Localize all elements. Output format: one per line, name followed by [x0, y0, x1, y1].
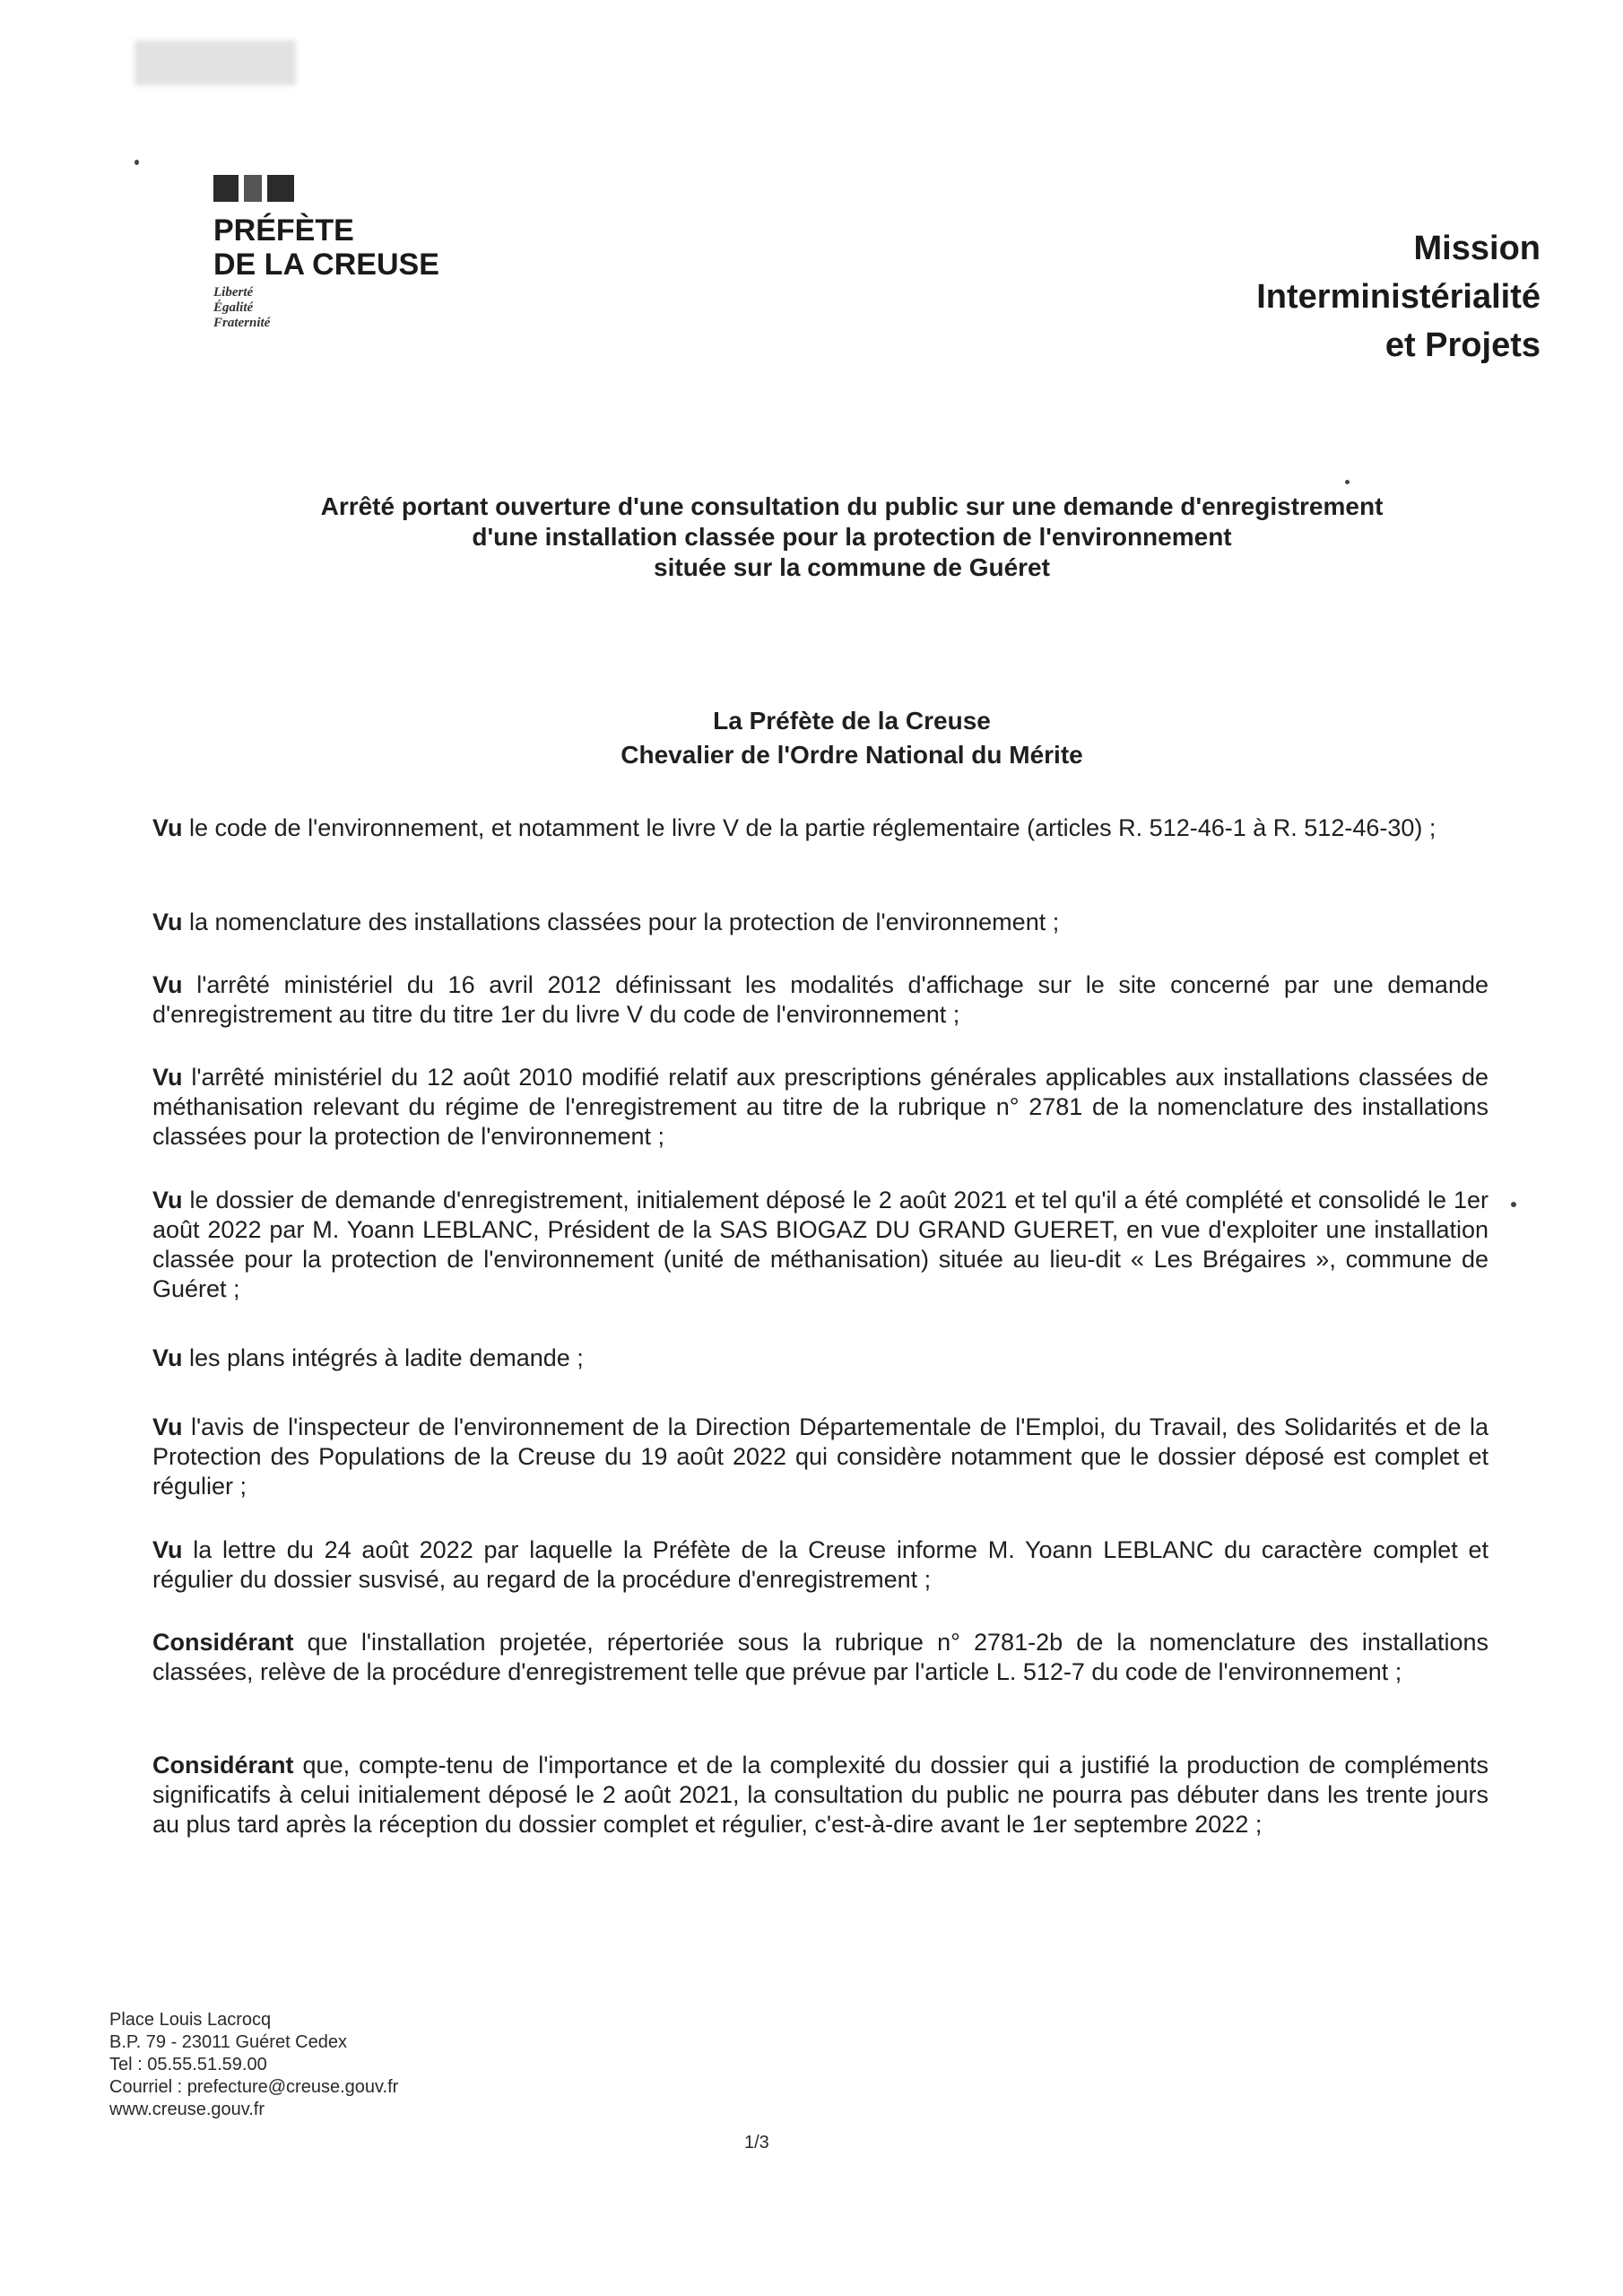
recital-text: l'avis de l'inspecteur de l'environnement de la Direction Départementale de l'Emploi, du Travail, des Solidarités et de la Protection des Populations de la Creuse du 19 août 2022 qui considère notamment que le dossier déposé est complet et régulier ; — [152, 1413, 1488, 1500]
recital-paragraph — [152, 1186, 1488, 1304]
authority-line1: La Préfète de la Creuse — [713, 707, 991, 735]
recital-keyword: Vu — [152, 1187, 183, 1213]
recital-keyword: Vu — [152, 909, 183, 935]
recital-paragraph — [152, 1751, 1488, 1839]
prefecture-name-line2: DE LA CREUSE — [213, 248, 439, 282]
recital-paragraph — [152, 813, 1488, 843]
recital-keyword: Vu — [152, 1413, 183, 1440]
footer-email: Courriel : prefecture@creuse.gouv.fr — [109, 2077, 399, 2097]
recital-keyword: Considérant — [152, 1629, 294, 1656]
mission-heading — [1256, 224, 1541, 370]
mission-line2: Interministérialité — [1256, 278, 1541, 316]
recital-keyword: Vu — [152, 814, 183, 841]
recital-paragraph — [152, 1628, 1488, 1687]
footer-street: Place Louis Lacrocq — [109, 2010, 272, 2030]
authority-line2: Chevalier de l'Ordre National du Mérite — [621, 741, 1083, 769]
title-line: située sur la commune de Guéret — [654, 553, 1050, 581]
recital-paragraph — [152, 970, 1488, 1030]
recital-text: que, compte-tenu de l'importance et de la complexité du dossier qui a justifié la production de compléments significatifs à celui initialement déposé le 2 août 2021, la consultation du public ne pourra pas débuter dans les trente jours au plus tard après la réception du dossier complet et régulier, c'est-à-dire avant le 1er septembre 2022 ; — [152, 1752, 1488, 1838]
recital-text: le dossier de demande d'enregistrement, initialement déposé le 2 août 2021 et tel qu'il a été complété et consolidé le 1er août 2022 par M. Yoann LEBLANC, Président de la SAS BIOGAZ DU GRAND GUERET, en vue d'exploiter une installation classée pour la protection de l'environnement (unité de méthanisation) située au lieu-dit « Les Brégaires », commune de Guéret ; — [152, 1187, 1488, 1302]
scan-speck — [135, 160, 139, 165]
recital-text: l'arrêté ministériel du 12 août 2010 modifié relatif aux prescriptions générales applicables aux installations classées de méthanisation relevant du régime de l'enregistrement au titre de la rubrique n° 2781 de la nomenclature des installations classées pour la protection de l'environnement ; — [152, 1064, 1488, 1150]
prefecture-name-line1: PRÉFÈTE — [213, 213, 354, 248]
recital-keyword: Vu — [152, 1536, 183, 1563]
footer-phone: Tel : 05.55.51.59.00 — [109, 2055, 267, 2074]
footer-address — [109, 2009, 398, 2121]
title-line: d'une installation classée pour la protection de l'environnement — [472, 523, 1232, 551]
scan-smudge — [135, 40, 296, 85]
recital-text: l'arrêté ministériel du 16 avril 2012 définissant les modalités d'affichage sur le site concerné par une demande d'enregistrement au titre du titre 1er du livre V du code de l'environnement ; — [152, 971, 1488, 1028]
marianne-logo — [213, 175, 299, 202]
motto-fraternite: Fraternité — [213, 316, 271, 330]
mission-line3: et Projets — [1384, 326, 1541, 364]
scan-speck — [1345, 480, 1350, 484]
scan-speck — [1511, 1202, 1516, 1207]
republic-motto — [213, 285, 270, 331]
motto-egalite: Égalité — [213, 300, 254, 315]
recital-keyword: Vu — [152, 1344, 183, 1371]
recital-paragraph — [152, 908, 1488, 937]
recital-paragraph — [152, 1344, 1488, 1373]
authority-block — [269, 704, 1435, 772]
recital-paragraph — [152, 1535, 1488, 1595]
recital-text: la nomenclature des installations classées pour la protection de l'environnement ; — [182, 909, 1060, 935]
mission-line1: Mission — [1413, 230, 1541, 267]
motto-liberte: Liberté — [213, 285, 254, 300]
decree-title — [269, 491, 1435, 583]
title-line: Arrêté portant ouverture d'une consultation du public sur une demande d'enregistrement — [320, 492, 1384, 520]
recital-keyword: Considérant — [152, 1752, 294, 1779]
recital-text: les plans intégrés à ladite demande ; — [182, 1344, 584, 1371]
recital-keyword: Vu — [152, 1064, 183, 1091]
recital-text: la lettre du 24 août 2022 par laquelle la Préfète de la Creuse informe M. Yoann LEBLANC du caractère complet et régulier du dossier susvisé, au regard de la procédure d'enregistrement ; — [152, 1536, 1488, 1593]
footer-website: www.creuse.gouv.fr — [109, 2100, 265, 2119]
footer-postbox: B.P. 79 - 23011 Guéret Cedex — [109, 2032, 347, 2052]
recital-paragraph — [152, 1063, 1488, 1152]
recital-paragraph — [152, 1413, 1488, 1501]
prefecture-name — [213, 213, 439, 282]
recital-text: que l'installation projetée, répertoriée sous la rubrique n° 2781-2b de la nomenclature des installations classées, relève de la procédure d'enregistrement telle que prévue par l'article L. 512-7 du code de l'environnement ; — [152, 1629, 1488, 1685]
page-number: 1/3 — [744, 2133, 769, 2152]
recital-keyword: Vu — [152, 971, 183, 998]
recital-text: le code de l'environnement, et notamment le livre V de la partie réglementaire (articles R. 512-46-1 à R. 512-46-30) ; — [182, 814, 1436, 841]
